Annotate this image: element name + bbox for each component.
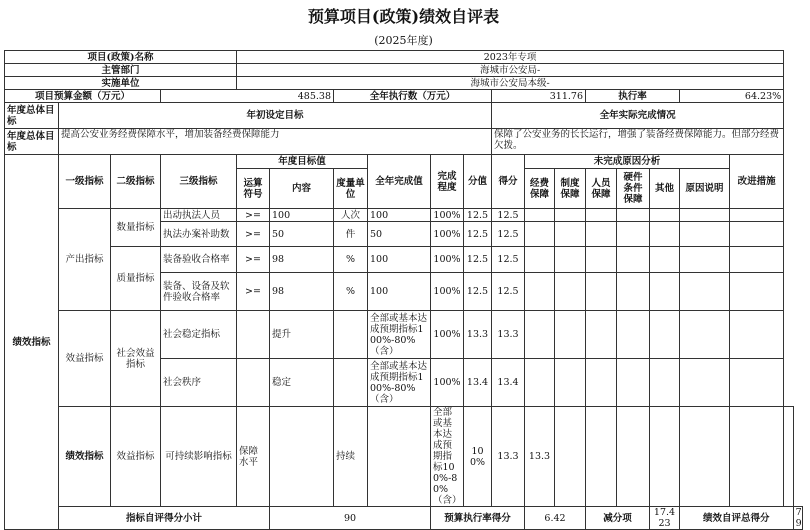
indicator-score: 12.5	[492, 209, 525, 222]
indicator-score: 12.5	[492, 273, 525, 311]
header-funding: 经费保障	[525, 169, 555, 209]
header-unit: 度量单位	[334, 169, 368, 209]
indicator-content: 持续	[334, 407, 368, 507]
header-system: 制度保障	[555, 169, 586, 209]
indicator-weight: 13.3	[492, 407, 525, 507]
initial-goal-text: 提高公安业务经费保障水平，增加装备经费保障能力	[59, 129, 492, 155]
page-title: 预算项目(政策)绩效自评表	[307, 7, 500, 26]
indicator-score: 12.5	[492, 247, 525, 273]
header-reason-note: 原因说明	[680, 169, 730, 209]
indicator-content: 98	[270, 247, 334, 273]
unit-label: 实施单位	[5, 77, 237, 90]
indicator-weight: 13.3	[464, 311, 492, 359]
indicator-unit: 人次	[334, 209, 368, 222]
table-row	[5, 209, 803, 222]
indicator-score: 13.3	[525, 407, 555, 507]
header-unmet-reasons: 未完成原因分析	[525, 155, 730, 169]
project-name-value: 2023年专项	[237, 51, 784, 64]
indicator-operator	[237, 311, 270, 359]
indicator-operator: >=	[237, 273, 270, 311]
indicator-weight: 12.5	[464, 273, 492, 311]
initial-goal-header: 年初设定目标	[59, 103, 492, 129]
indicator-name: 社会秩序	[161, 359, 237, 407]
header-operator: 运算符号	[237, 169, 270, 209]
header-score: 得分	[492, 155, 525, 209]
header-actual: 全年完成值	[368, 155, 431, 209]
indicator-content: 98	[270, 273, 334, 311]
indicator-operator: >=	[237, 222, 270, 247]
budget-exec-label: 预算执行率得分	[431, 507, 525, 530]
header-level1: 一级指标	[59, 155, 111, 209]
indicator-completion: 100%	[431, 247, 464, 273]
header-content: 内容	[270, 169, 334, 209]
header-level2: 二级指标	[111, 155, 161, 209]
deduct-value: 17.423	[650, 507, 680, 530]
indicator-content: 100	[270, 209, 334, 222]
group-output: 产出指标	[59, 209, 111, 311]
indicator-actual: 100	[368, 209, 431, 222]
header-other: 其他	[650, 169, 680, 209]
header-annual-target: 年度目标值	[237, 155, 368, 169]
section-performance: 绩效指标	[5, 155, 59, 530]
subtotal-value: 90	[270, 507, 431, 530]
indicator-unit	[334, 359, 368, 407]
indicator-operator	[237, 359, 270, 407]
indicator-unit: %	[334, 273, 368, 311]
indicator-actual: 全部或基本达成预期指标100%-80%（含）	[368, 359, 431, 407]
indicator-weight: 12.5	[464, 247, 492, 273]
indicator-operator: >=	[237, 209, 270, 222]
total-label: 绩效自评总得分	[680, 507, 794, 530]
indicator-actual: 100	[368, 273, 431, 311]
indicator-unit	[334, 311, 368, 359]
indicator-completion: 100%	[431, 209, 464, 222]
header-staff: 人员保障	[586, 169, 617, 209]
budget-value: 485.38	[161, 90, 334, 103]
project-name-label: 项目(政策)名称	[5, 51, 237, 64]
indicator-completion: 100%	[431, 359, 464, 407]
table-row	[5, 247, 803, 273]
indicator-content: 提升	[270, 311, 334, 359]
header-weight: 分值	[464, 155, 492, 209]
actual-goal-header: 全年实际完成情况	[492, 103, 784, 129]
indicator-name: 社会稳定指标	[161, 311, 237, 359]
indicator-name: 保障水平	[237, 407, 270, 507]
indicator-weight: 13.4	[464, 359, 492, 407]
indicator-unit: 件	[334, 222, 368, 247]
goal-row-label-2: 年度总体目标	[5, 129, 59, 155]
indicator-actual: 100	[368, 247, 431, 273]
rate-label: 执行率	[586, 90, 680, 103]
indicator-content: 稳定	[270, 359, 334, 407]
indicator-weight: 12.5	[464, 222, 492, 247]
actual-goal-text: 保障了公安业务的长长运行，增强了装备经费保障能力。但部分经费欠拨。	[492, 129, 784, 155]
group-quality: 质量指标	[111, 247, 161, 311]
footer-row	[5, 507, 803, 530]
header-level3: 三级指标	[161, 155, 237, 209]
dept-label: 主管部门	[5, 64, 237, 77]
header-hardware: 硬件条件保障	[617, 169, 650, 209]
page-subtitle: (2025年度)	[374, 34, 433, 47]
exec-label: 全年执行数（万元）	[334, 90, 492, 103]
indicator-name: 装备、设备及软件验收合格率	[161, 273, 237, 311]
group-social-benefit: 社会效益指标	[111, 311, 161, 407]
exec-value: 311.76	[492, 90, 586, 103]
indicator-completion: 100%	[431, 311, 464, 359]
table-row	[5, 407, 803, 507]
budget-label: 项目预算金额（万元）	[5, 90, 161, 103]
goal-row-label: 年度总体目标	[5, 103, 59, 129]
indicator-score: 13.4	[492, 359, 525, 407]
indicator-actual: 全部或基本达成预期指标100%-80%（含）	[368, 311, 431, 359]
total-value: 79	[793, 507, 802, 530]
indicator-operator	[270, 407, 334, 507]
table-row	[5, 311, 803, 359]
group-sustain-level2: 可持续影响指标	[161, 407, 237, 507]
budget-exec-value: 6.42	[525, 507, 586, 530]
group-quantity: 数量指标	[111, 209, 161, 247]
indicator-unit	[368, 407, 431, 507]
indicator-unit: %	[334, 247, 368, 273]
header-improve: 改进措施	[730, 155, 784, 209]
deduct-label: 减分项	[586, 507, 650, 530]
indicator-score: 13.3	[492, 311, 525, 359]
group-sustain-level1: 效益指标	[111, 407, 161, 507]
unit-value: 海城市公安局本级-	[237, 77, 784, 90]
indicator-name: 执法办案补助数	[161, 222, 237, 247]
indicator-operator: >=	[237, 247, 270, 273]
indicator-actual: 全部或基本达成预期指标100%-80%（含）	[431, 407, 464, 507]
indicator-content: 50	[270, 222, 334, 247]
indicator-actual: 50	[368, 222, 431, 247]
indicator-name: 装备验收合格率	[161, 247, 237, 273]
indicator-score: 12.5	[492, 222, 525, 247]
subtotal-label: 指标自评得分小计	[59, 507, 270, 530]
group-benefit: 效益指标	[59, 311, 111, 407]
evaluation-table	[4, 50, 803, 530]
indicator-name: 出动执法人员	[161, 209, 237, 222]
indicator-completion: 100%	[431, 222, 464, 247]
indicator-weight: 12.5	[464, 209, 492, 222]
header-completion: 完成程度	[431, 155, 464, 209]
dept-value: 海城市公安局-	[237, 64, 784, 77]
indicator-completion: 100%	[431, 273, 464, 311]
rate-value: 64.23%	[680, 90, 784, 103]
section-performance-2: 绩效指标	[59, 407, 111, 507]
indicator-completion: 100%	[464, 407, 492, 507]
